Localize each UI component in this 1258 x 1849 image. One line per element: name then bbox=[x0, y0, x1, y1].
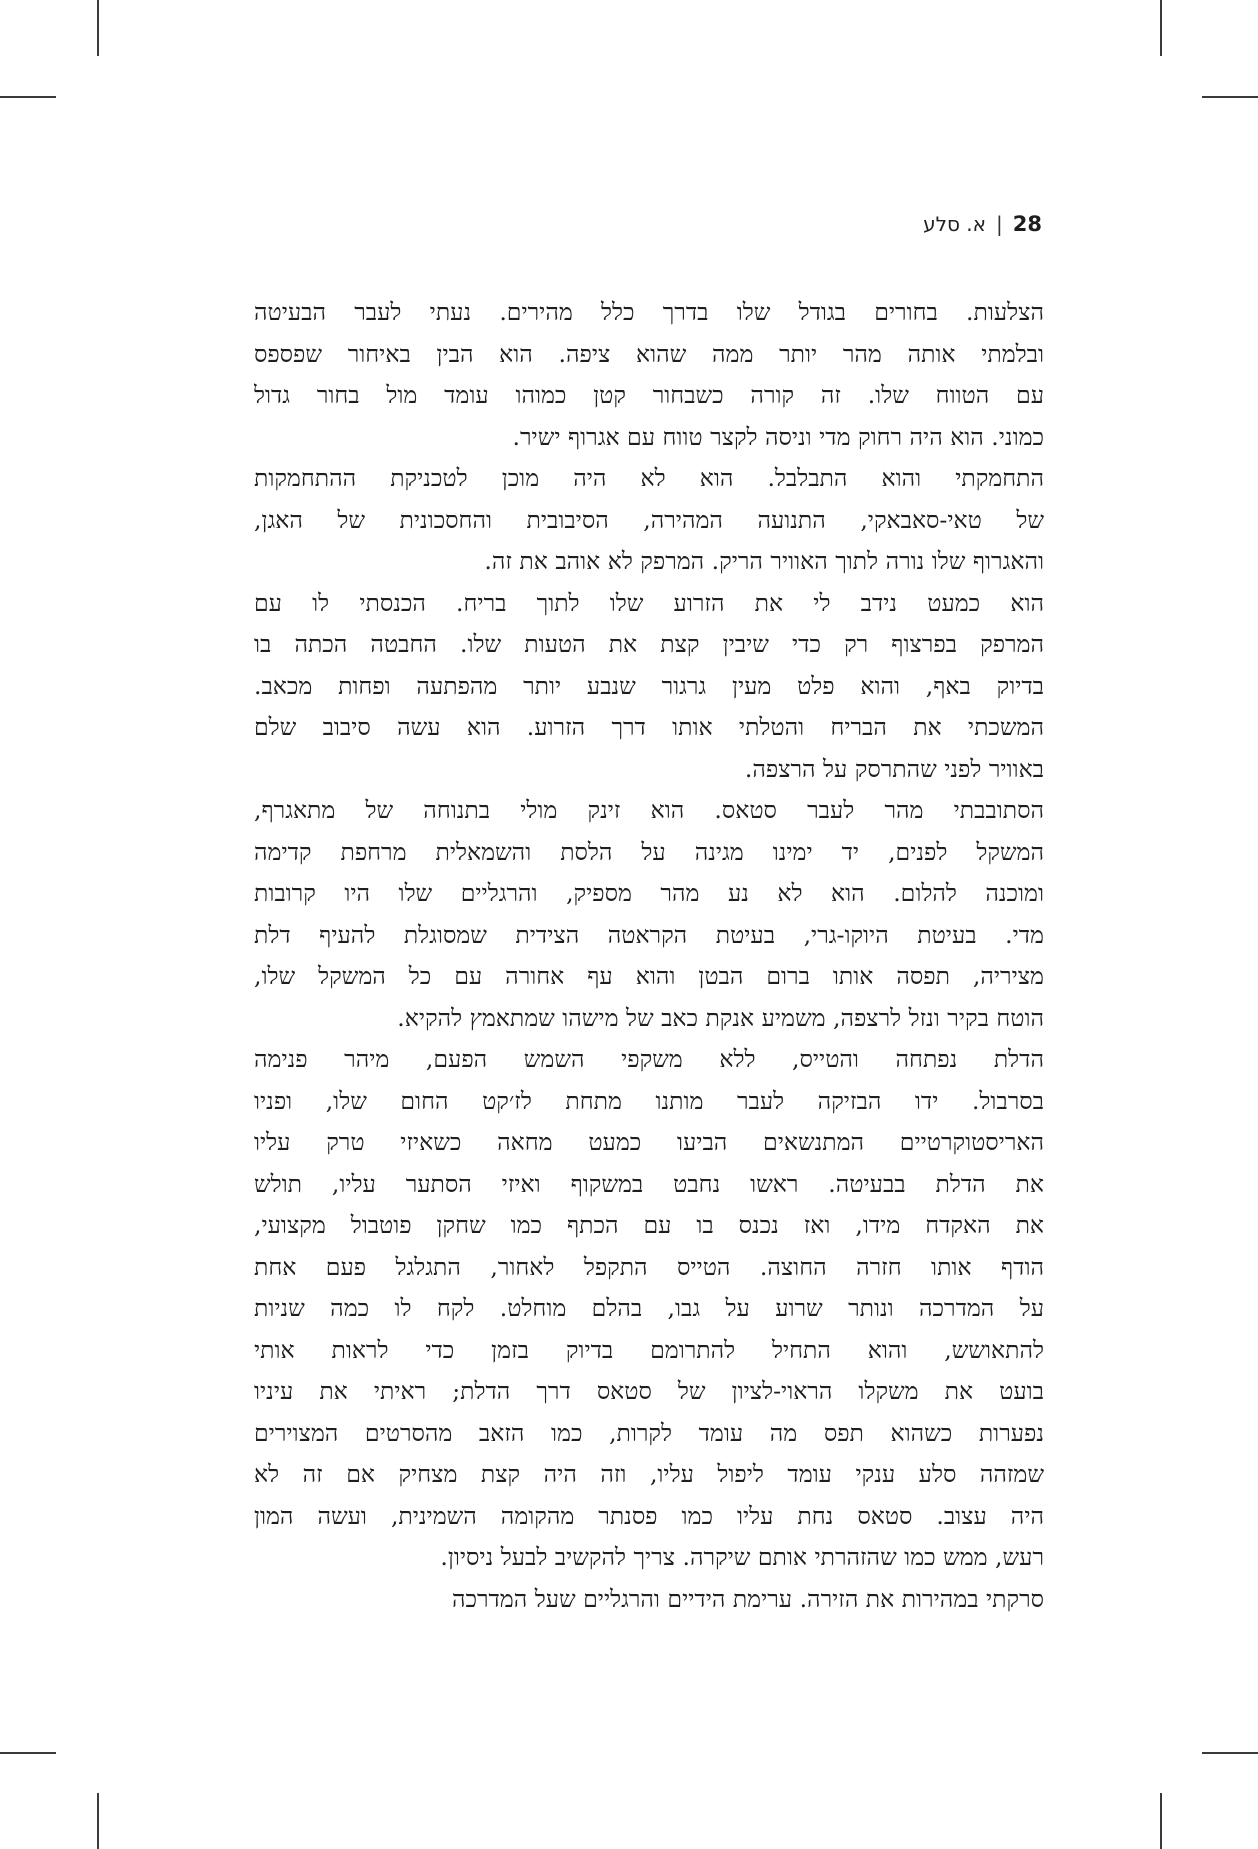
text-line: בדיוק באף, והוא פלט מעין גרגור שנבע יותר מהפתעה ופחות מכאב. bbox=[254, 671, 1044, 700]
text-line: להתאושש, והוא התחיל להתרומם בדיוק בזמן כדי לראות אותי bbox=[254, 1335, 1044, 1364]
crop-mark-bottom-right-horizontal bbox=[1202, 1752, 1258, 1754]
page-number: 28 bbox=[1012, 212, 1042, 236]
text-line: הצלעות. בחורים בגודל שלו בדרך כלל מהירים. נעתי לעבר הבעיטה bbox=[254, 298, 1044, 326]
text-line: בועט את משקלו הראוי-לציון של סטאס דרך הדלת; ראיתי את עיניו bbox=[254, 1377, 1044, 1405]
text-line: נפערות כשהוא תפס מה עומד לקרות, כמו הזאב מהסרטים המצוירים bbox=[254, 1418, 1044, 1447]
crop-mark-top-right-vertical bbox=[1160, 0, 1162, 56]
crop-mark-top-right-horizontal bbox=[1202, 96, 1258, 98]
text-line: סרקתי במהירות את הזירה. ערימת הידיים והרגליים שעל המדרכה bbox=[451, 1584, 1044, 1613]
text-line: של טאי-סאבאקי, התנועה המהירה, הסיבובית והחסכונית של האגן, bbox=[254, 505, 1044, 534]
crop-mark-top-left-vertical bbox=[97, 0, 99, 56]
text-line: ובלמתי אותה מהר יותר ממה שהוא ציפה. הוא הבין באיחור שפספס bbox=[254, 339, 1044, 368]
text-line: את האקדח מידו, ואז נכנס בו עם הכתף כמו שחקן פוטבול מקצועי, bbox=[254, 1211, 1044, 1239]
text-line: הדלת נפתחה והטייס, ללא משקפי השמש הפעם, מיהר פנימה bbox=[254, 1045, 1044, 1073]
text-line: הוא כמעט נידב לי את הזרוע שלו לתוך בריח. הכנסתי לו עם bbox=[254, 588, 1044, 617]
text-line: האריסטוקרטיים המתנשאים הביעו כמעט מחאה כשאיזי טרק עליו bbox=[254, 1128, 1044, 1156]
crop-mark-top-left-horizontal bbox=[0, 96, 56, 98]
text-line: ומוכנה להלום. הוא לא נע מהר מספיק, והרגליים שלו היו קרובות bbox=[254, 879, 1044, 907]
crop-mark-bottom-right-vertical bbox=[1160, 1793, 1162, 1849]
running-head-author: א. סלע bbox=[923, 212, 987, 236]
text-line: באוויר לפני שהתרסק על הרצפה. bbox=[744, 754, 1044, 783]
text-line: מציריה, תפסה אותו ברום הבטן והוא עף אחורה עם כל המשקל שלו, bbox=[254, 962, 1044, 990]
text-line: הודף אותו חזרה החוצה. הטייס התקפל לאחור, התגלגל פעם אחת bbox=[254, 1252, 1044, 1281]
text-line: מדי. בעיטת היוקו-גרי, בעיטת הקראטה הצידית שמסוגלת להעיף דלת bbox=[254, 920, 1044, 949]
crop-mark-bottom-left-horizontal bbox=[0, 1752, 56, 1754]
text-line: והאגרוף שלו נורה לתוך האוויר הריק. המרפק לא אוהב את זה. bbox=[484, 547, 1044, 575]
text-line: בסרבול. ידו הבזיקה לעבר מותנו מתחת לז׳קט החום שלו, ופניו bbox=[254, 1086, 1044, 1115]
text-line: התחמקתי והוא התבלבל. הוא לא היה מוכן לטכניקת ההתחמקות bbox=[254, 464, 1044, 492]
header-separator: | bbox=[996, 212, 1003, 236]
text-line: את הדלת בבעיטה. ראשו נחבט במשקוף ואיזי הסתער עליו, תולש bbox=[254, 1169, 1044, 1198]
text-line: הוטח בקיר ונזל לרצפה, משמיע אנקת כאב של מישהו שמתאמץ להקיא. bbox=[397, 1003, 1044, 1032]
text-line: שמזהה סלע ענקי עומד ליפול עליו, וזה היה קצת מצחיק אם זה לא bbox=[254, 1460, 1044, 1488]
text-line: היה עצוב. סטאס נחת עליו כמו פסנתר מהקומה השמינית, ועשה המון bbox=[254, 1501, 1044, 1530]
text-line: המשכתי את הבריח והטלתי אותו דרך הזרוע. הוא עשה סיבוב שלם bbox=[254, 713, 1044, 741]
text-line: המשקל לפנים, יד ימינו מגינה על הלסת והשמאלית מרחפת קדימה bbox=[254, 837, 1044, 866]
text-line: על המדרכה ונותר שרוע על גבו, בהלם מוחלט. לקח לו כמה שניות bbox=[254, 1294, 1044, 1322]
text-line: הסתובבתי מהר לעבר סטאס. הוא זינק מולי בתנוחה של מתאגרף, bbox=[254, 796, 1044, 824]
page-header bbox=[900, 207, 1042, 241]
text-line: עם הטווח שלו. זה קורה כשבחור קטן כמוהו עומד מול בחור גדול bbox=[254, 381, 1044, 409]
text-line: כמוני. הוא היה רחוק מדי וניסה לקצר טווח עם אגרוף ישיר. bbox=[512, 422, 1044, 451]
crop-mark-bottom-left-vertical bbox=[97, 1793, 99, 1849]
body-text bbox=[254, 292, 1044, 1620]
text-line: המרפק בפרצוף רק כדי שיבין קצת את הטעות שלו. החבטה הכתה בו bbox=[254, 630, 1044, 658]
text-line: רעש, ממש כמו שהזהרתי אותם שיקרה. צריך להקשיב לבעל ניסיון. bbox=[440, 1543, 1044, 1571]
